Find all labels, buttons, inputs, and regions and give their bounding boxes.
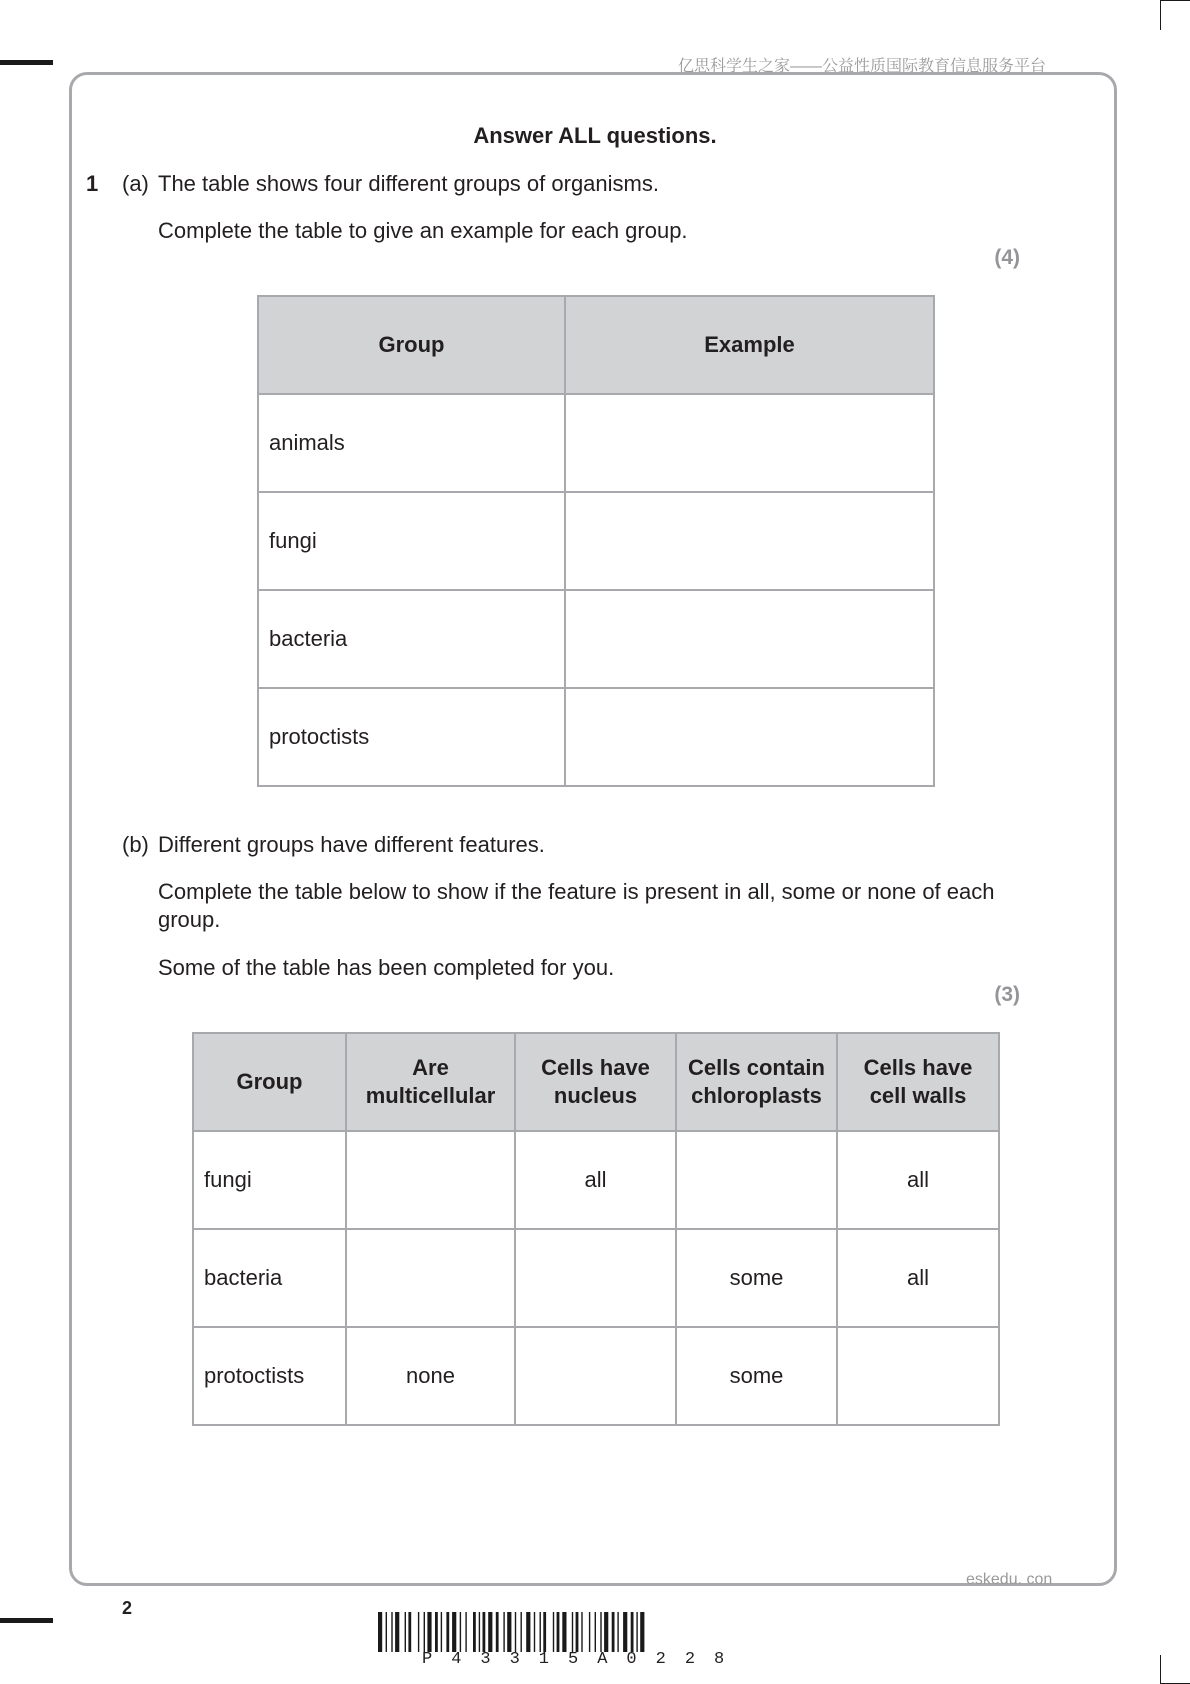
table-row [193, 1131, 999, 1229]
feature-answer-cell[interactable] [837, 1327, 999, 1425]
part-a-text-1: The table shows four different groups of organisms. [158, 171, 659, 196]
table-a-group-cell: bacteria [258, 590, 565, 688]
barcode-number: P43315A0228 [422, 1650, 744, 1669]
feature-given-cell: some [676, 1229, 837, 1327]
feature-given-cell: all [837, 1131, 999, 1229]
table-a-group-cell: fungi [258, 492, 565, 590]
part-a-label: (a) [122, 171, 149, 196]
example-answer-cell[interactable] [565, 590, 934, 688]
feature-answer-cell[interactable] [515, 1229, 676, 1327]
margin-mark-bottom [0, 1618, 53, 1623]
instructions-heading: Answer ALL questions. [473, 123, 717, 148]
part-b-text-3: Some of the table has been completed for you. [158, 955, 615, 980]
table-b-header-multicellular: Are multicellular [346, 1033, 515, 1131]
part-b-text-1: Different groups have different features. [158, 832, 545, 857]
crop-mark-bottom-right-v [1160, 1655, 1161, 1684]
table-b-header-nucleus: Cells have nucleus [515, 1033, 676, 1131]
feature-answer-cell[interactable] [346, 1229, 515, 1327]
table-row [258, 394, 934, 492]
table-a-group-cell: protoctists [258, 688, 565, 786]
watermark-top: 亿思科学生之家——公益性质国际教育信息服务平台 [678, 58, 1047, 75]
table-b-header-chloroplasts: Cells contain chloroplasts [676, 1033, 837, 1131]
table-b-group-cell: bacteria [193, 1229, 346, 1327]
table-row [193, 1229, 999, 1327]
crop-mark-top-right-v [1160, 0, 1161, 30]
example-answer-cell[interactable] [565, 394, 934, 492]
crop-mark-top-right-h [1160, 0, 1190, 1]
table-a-group-cell: animals [258, 394, 565, 492]
example-answer-cell[interactable] [565, 492, 934, 590]
feature-given-cell: some [676, 1327, 837, 1425]
feature-answer-cell[interactable] [676, 1131, 837, 1229]
table-row [193, 1327, 999, 1425]
table-a-header-group: Group [258, 296, 565, 394]
example-answer-cell[interactable] [565, 688, 934, 786]
margin-mark-top [0, 60, 53, 65]
table-b-group-cell: protoctists [193, 1327, 346, 1425]
watermark-bottom: eskedu. con [966, 1571, 1053, 1588]
feature-given-cell: all [837, 1229, 999, 1327]
part-b-label: (b) [122, 832, 149, 857]
table-b-header-cell-walls: Cells have cell walls [837, 1033, 999, 1131]
table-group-example [257, 295, 935, 787]
table-b-group-cell: fungi [193, 1131, 346, 1229]
part-a-marks: (4) [994, 246, 1020, 269]
table-row [258, 688, 934, 786]
feature-answer-cell[interactable] [515, 1327, 676, 1425]
part-b-text-2: Complete the table below to show if the feature is present in all, some or none of each group. [158, 879, 995, 932]
table-b-header-group: Group [193, 1033, 346, 1131]
table-row [258, 590, 934, 688]
barcode-icon [378, 1612, 810, 1652]
table-row [258, 492, 934, 590]
part-a-text-2: Complete the table to give an example for each group. [158, 218, 688, 243]
part-b-marks: (3) [994, 983, 1020, 1006]
table-group-features [192, 1032, 1000, 1426]
page-number: 2 [122, 1598, 133, 1618]
feature-answer-cell[interactable] [346, 1131, 515, 1229]
table-a-header-example: Example [565, 296, 934, 394]
question-number: 1 [86, 171, 99, 196]
feature-given-cell: none [346, 1327, 515, 1425]
feature-given-cell: all [515, 1131, 676, 1229]
